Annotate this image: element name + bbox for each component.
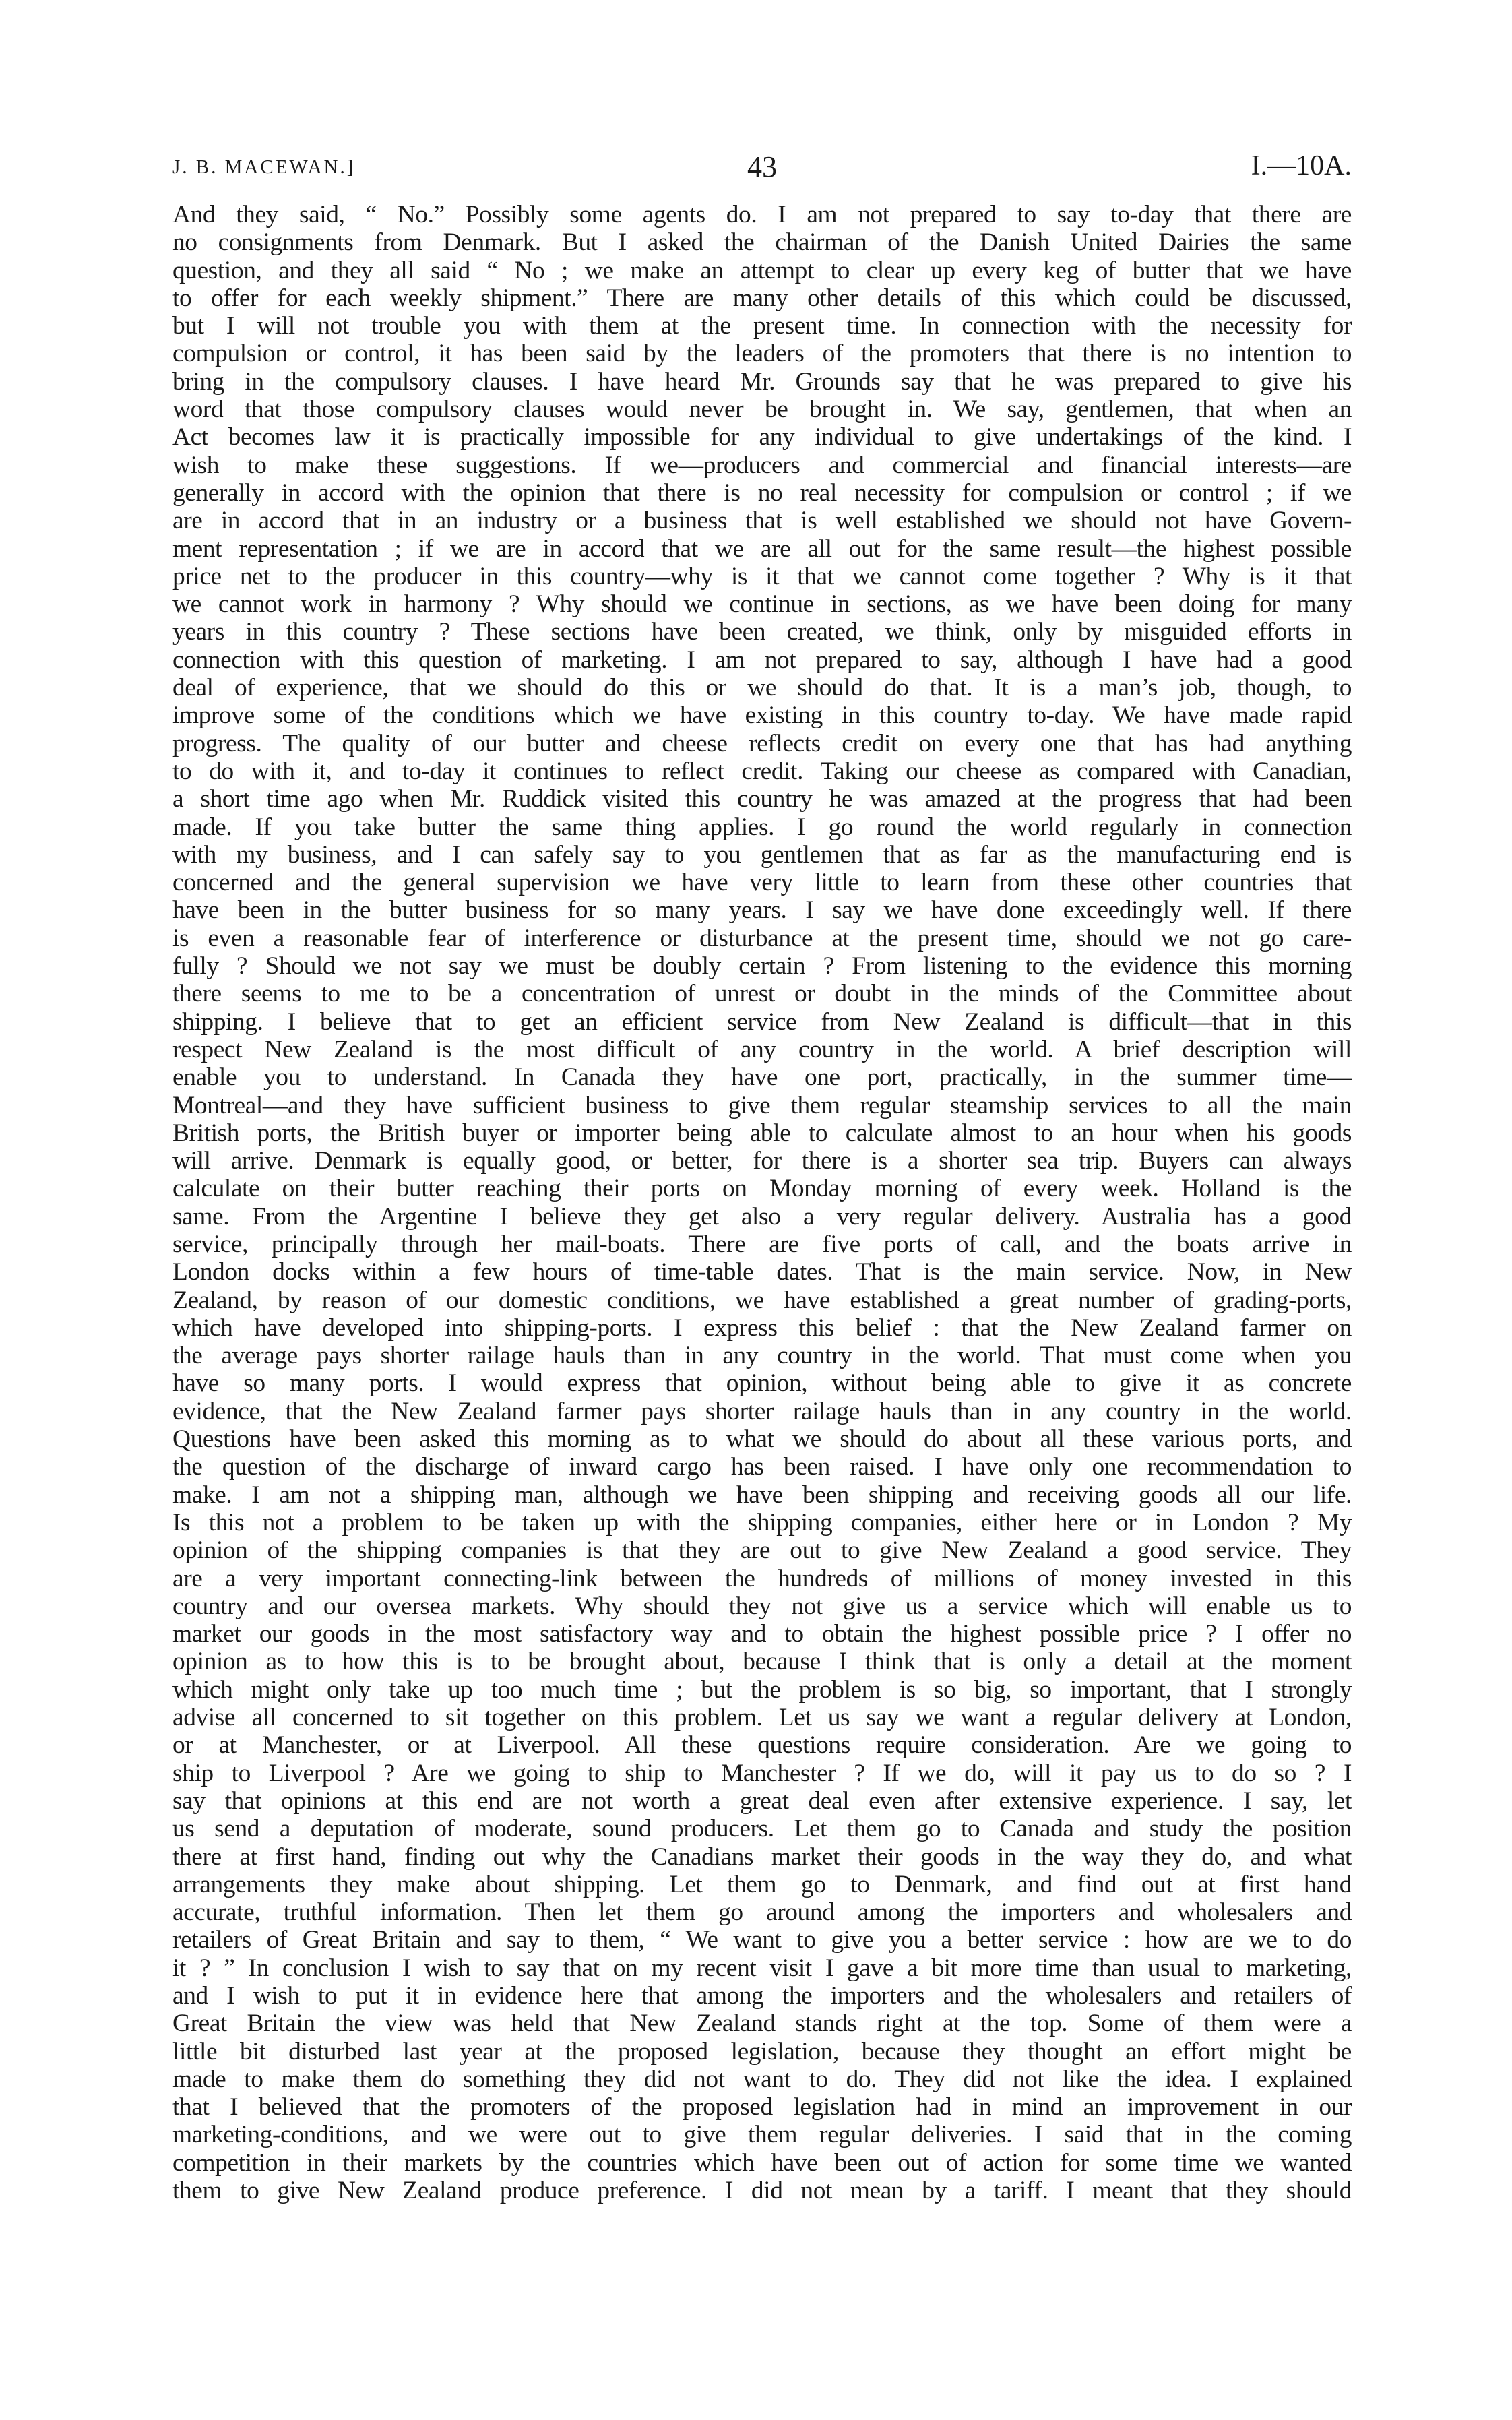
text-line: say that opinions at this end are not worth a great deal even after extensive experience. I say, let (172, 1787, 1352, 1815)
text-line: Zealand, by reason of our domestic conditions, we have established a great number of grading-ports, (172, 1286, 1352, 1314)
text-line: compulsion or control, it has been said by the leaders of the promoters that there is no intention to (172, 340, 1352, 368)
text-line: ment representation ; if we are in accord that we are all out for the same result—the highest possible (172, 534, 1352, 563)
text-line: wish to make these suggestions. If we—producers and commercial and financial interests—are (172, 451, 1352, 479)
text-line: us send a deputation of moderate, sound producers. Let them go to Canada and study the position (172, 1815, 1352, 1843)
text-line: is even a reasonable fear of interference or disturbance at the present time, should we not go care- (172, 924, 1352, 952)
text-line: country and our oversea markets. Why should they not give us a service which will enable us to (172, 1592, 1352, 1620)
text-line: and I wish to put it in evidence here that among the importers and the wholesalers and retailers of (172, 1982, 1352, 2010)
text-line: have so many ports. I would express that opinion, without being able to give it as concrete (172, 1369, 1352, 1398)
text-line: have been in the butter business for so many years. I say we have done exceedingly well. If there (172, 896, 1352, 925)
text-line: generally in accord with the opinion that there is no real necessity for compulsion or control ; if we (172, 478, 1352, 507)
text-line: same. From the Argentine I believe they get also a very regular delivery. Australia has a good (172, 1202, 1352, 1231)
text-line: accurate, truthful information. Then let them go around among the importers and wholesalers and (172, 1898, 1352, 1927)
body-paragraph (172, 201, 1352, 2204)
text-line: make. I am not a shipping man, although we have been shipping and receiving goods all our life. (172, 1481, 1352, 1509)
text-line: which might only take up too much time ; but the problem is so big, so important, that I strongly (172, 1675, 1352, 1704)
text-line: but I will not trouble you with them at the present time. In connection with the necessity for (172, 312, 1352, 340)
text-line: Great Britain the view was held that New Zealand stands right at the top. Some of them were a (172, 2010, 1352, 2038)
text-line: deal of experience, that we should do this or we should do that. It is a man’s job, though, to (172, 674, 1352, 702)
text-line: made to make them do something they did not want to do. They did not like the idea. I explained (172, 2065, 1352, 2093)
text-line: to do with it, and to-day it continues to reflect credit. Taking our cheese as compared with Canadian, (172, 757, 1352, 785)
text-line: opinion of the shipping companies is that they are out to give New Zealand a good service. They (172, 1537, 1352, 1565)
document-reference: I.—10A. (1251, 150, 1352, 181)
text-line: improve some of the conditions which we have existing in this country to-day. We have made rapid (172, 702, 1352, 730)
text-line: them to give New Zealand produce preference. I did not mean by a tariff. I meant that they should (172, 2177, 1352, 2205)
text-line: marketing-conditions, and we were out to give them regular deliveries. I said that in the coming (172, 2121, 1352, 2149)
text-line: calculate on their butter reaching their ports on Monday morning of every week. Holland is the (172, 1175, 1352, 1203)
text-line: respect New Zealand is the most difficult of any country in the world. A brief description will (172, 1035, 1352, 1063)
text-line: made. If you take butter the same thing applies. I go round the world regularly in connection (172, 813, 1352, 841)
running-head-author: J. B. MACEWAN.] (172, 156, 356, 178)
text-line: or at Manchester, or at Liverpool. All these questions require consideration. Are we going to (172, 1731, 1352, 1760)
page-header (172, 150, 1352, 190)
text-line: opinion as to how this is to be brought about, because I think that is only a detail at the moment (172, 1648, 1352, 1676)
text-line: price net to the producer in this country—why is it that we cannot come together ? Why is it that (172, 562, 1352, 590)
text-line: the average pays shorter railage hauls than in any country in the world. That must come when you (172, 1342, 1352, 1370)
text-line: competition in their markets by the countries which have been out of action for some time we wanted (172, 2148, 1352, 2177)
text-line: advise all concerned to sit together on this problem. Let us say we want a regular delivery at London, (172, 1704, 1352, 1732)
text-line: there seems to me to be a concentration of unrest or doubt in the minds of the Committee about (172, 980, 1352, 1008)
text-line: shipping. I believe that to get an efficient service from New Zealand is difficult—that in this (172, 1007, 1352, 1036)
text-line: word that those compulsory clauses would never be brought in. We say, gentlemen, that when an (172, 396, 1352, 424)
text-line: years in this country ? These sections have been created, we think, only by misguided efforts in (172, 618, 1352, 646)
text-line: are in accord that in an industry or a business that is well established we should not have Govern- (172, 507, 1352, 535)
text-line: Is this not a problem to be taken up with the shipping companies, either here or in London ? My (172, 1508, 1352, 1537)
text-line: Montreal—and they have sufficient business to give them regular steamship services to all the main (172, 1091, 1352, 1119)
text-line: Questions have been asked this morning as to what we should do about all these various ports, and (172, 1425, 1352, 1454)
text-line: ship to Liverpool ? Are we going to ship to Manchester ? If we do, will it pay us to do so ? I (172, 1759, 1352, 1787)
text-line: bring in the compulsory clauses. I have heard Mr. Grounds say that he was prepared to give his (172, 367, 1352, 396)
text-line: a short time ago when Mr. Ruddick visited this country he was amazed at the progress that had been (172, 785, 1352, 813)
text-line: progress. The quality of our butter and cheese reflects credit on every one that has had anything (172, 729, 1352, 757)
text-line: no consignments from Denmark. But I asked the chairman of the Danish United Dairies the same (172, 228, 1352, 257)
text-line: there at first hand, finding out why the Canadians market their goods in the way they do, and what (172, 1842, 1352, 1871)
text-line: retailers of Great Britain and say to them, “ We want to give you a better service : how are we to do (172, 1926, 1352, 1954)
page-number: 43 (747, 150, 777, 183)
text-line: Act becomes law it is practically impossible for any individual to give undertakings of the kind. I (172, 423, 1352, 452)
text-line: will arrive. Denmark is equally good, or better, for there is a shorter sea trip. Buyers can always (172, 1147, 1352, 1175)
text-line: the question of the discharge of inward cargo has been raised. I have only one recommendation to (172, 1453, 1352, 1481)
text-line: it ? ” In conclusion I wish to say that on my recent visit I gave a bit more time than usual to marketing, (172, 1954, 1352, 1982)
text-line: London docks within a few hours of time-table dates. That is the main service. Now, in New (172, 1258, 1352, 1286)
text-line: we cannot work in harmony ? Why should we continue in sections, as we have been doing for many (172, 590, 1352, 619)
text-line: with my business, and I can safely say to you gentlemen that as far as the manufacturing end is (172, 840, 1352, 869)
text-line: connection with this question of marketing. I am not prepared to say, although I have had a good (172, 646, 1352, 674)
text-line: enable you to understand. In Canada they have one port, practically, in the summer time— (172, 1063, 1352, 1092)
text-line: service, principally through her mail-boats. There are five ports of call, and the boats arrive in (172, 1230, 1352, 1258)
text-line: concerned and the general supervision we have very little to learn from these other countries that (172, 869, 1352, 897)
text-line: arrangements they make about shipping. Let them go to Denmark, and find out at first hand (172, 1870, 1352, 1898)
text-line: that I believed that the promoters of the proposed legislation had in mind an improvement in our (172, 2093, 1352, 2121)
text-line: little bit disturbed last year at the proposed legislation, because they thought an effort might be (172, 2037, 1352, 2066)
text-line: question, and they all said “ No ; we make an attempt to clear up every keg of butter that we have (172, 256, 1352, 284)
text-line: are a very important connecting-link between the hundreds of millions of money invested in this (172, 1564, 1352, 1592)
text-line: fully ? Should we not say we must be doubly certain ? From listening to the evidence this morning (172, 952, 1352, 981)
text-line: evidence, that the New Zealand farmer pays shorter railage hauls than in any country in the world. (172, 1397, 1352, 1425)
text-line: to offer for each weekly shipment.” There are many other details of this which could be discussed, (172, 284, 1352, 312)
text-line: And they said, “ No.” Possibly some agents do. I am not prepared to say to-day that there are (172, 201, 1352, 228)
text-line: British ports, the British buyer or importer being able to calculate almost to an hour when his goods (172, 1119, 1352, 1147)
text-line: which have developed into shipping-ports. I express this belief : that the New Zealand farmer on (172, 1313, 1352, 1342)
text-line: market our goods in the most satisfactory way and to obtain the highest possible price ? I offer no (172, 1620, 1352, 1648)
